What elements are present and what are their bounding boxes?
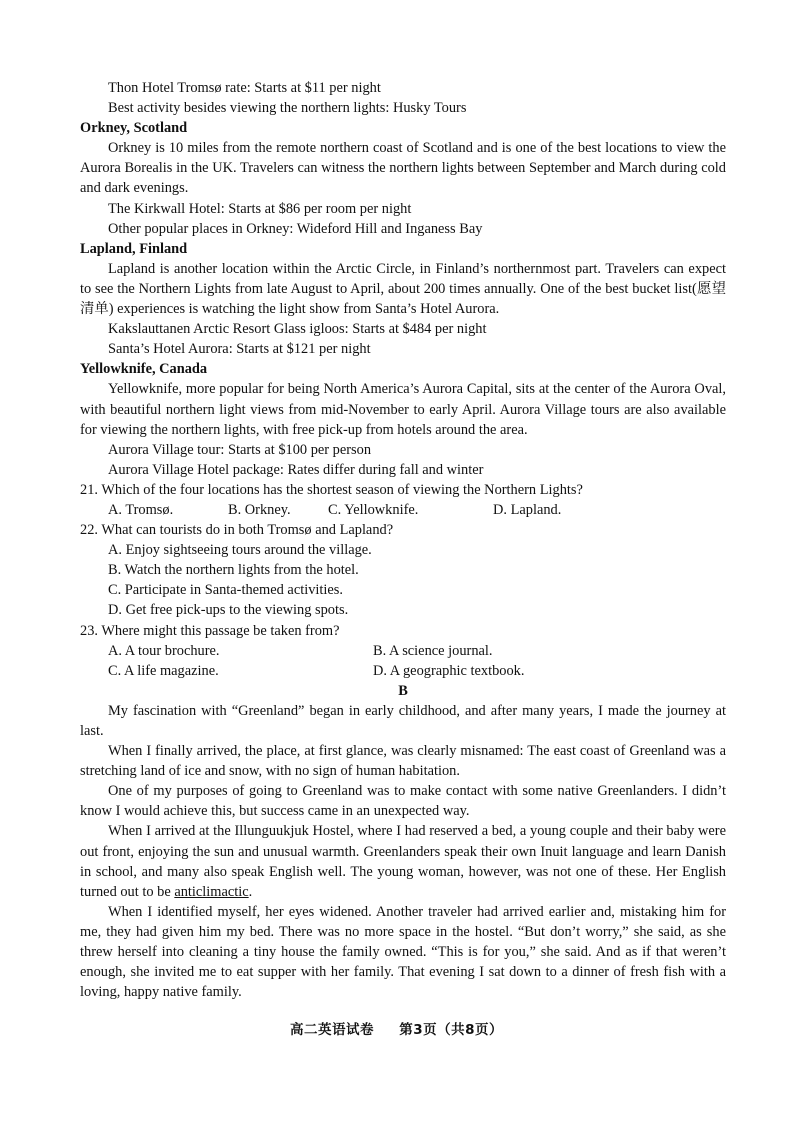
- section-b-paragraph-4-end: .: [248, 883, 253, 900]
- page-number: 第3页（共8页）: [399, 1022, 503, 1038]
- question-21-options: [80, 500, 726, 520]
- lapland-igloos-rate: Kakslauttanen Arctic Resort Glass igloos: Starts at $484 per night: [108, 321, 487, 338]
- section-b-paragraph-1: My fascination with “Greenland” began in early childhood, and after many years, I made the journey at last.: [80, 702, 726, 739]
- question-23-options-row-2: [80, 661, 726, 681]
- question-21-option-c[interactable]: C. Yellowknife.: [328, 501, 419, 518]
- section-b-paragraph-3: One of my purposes of going to Greenland was to make contact with some native Greenlanders. I didn’t know I would achieve this, but success came in an unexpected way.: [80, 783, 726, 820]
- question-22-stem: 22. What can tourists do in both Tromsø and Lapland?: [80, 522, 394, 539]
- section-b-paragraph-5: When I identified myself, her eyes widened. Another traveler had arrived earlier and, mistaking him for me, they had given him my bed. There was no more space in the hostel. “But don’t worry,” she said, as she threw herself into cleaning a tiny house the family owned. “This is for you,” she said. And as if that weren’t enough, she invited me to eat supper with her family. That evening I sat down to a dinner of fresh fish with a loving, happy native family.: [80, 903, 726, 1001]
- orkney-paragraph: Orkney is 10 miles from the remote northern coast of Scotland and is one of the best locations to view the Aurora Borealis in the UK. Travelers can witness the northern lights between September and March during cold and dark evenings.: [80, 140, 726, 197]
- section-b-paragraph-4: [80, 821, 726, 901]
- question-21-option-b[interactable]: B. Orkney.: [228, 501, 291, 518]
- exam-page: [80, 78, 726, 1002]
- question-23-option-c[interactable]: C. A life magazine.: [108, 662, 219, 679]
- question-22-option-d[interactable]: D. Get free pick-ups to the viewing spots.: [108, 602, 349, 619]
- section-b-label: B: [398, 682, 408, 699]
- question-23-stem: 23. Where might this passage be taken from?: [80, 622, 340, 639]
- section-b-paragraph-4-text: When I arrived at the Illunguukjuk Hostel, where I had reserved a bed, a young couple and their baby were out front, enjoying the sun and unusual warmth. Greenlanders speak their own Inuit language and learn Danish in school, and many also speak English well. The young woman, however, was not one of these. Her English turned out to be: [80, 823, 726, 900]
- orkney-hotel-rate: The Kirkwall Hotel: Starts at $86 per room per night: [108, 200, 412, 217]
- question-23-option-a[interactable]: A. A tour brochure.: [108, 642, 220, 659]
- question-23-options-row-1: [80, 641, 726, 661]
- yellowknife-tour-rate: Aurora Village tour: Starts at $100 per person: [108, 441, 372, 458]
- lapland-paragraph: Lapland is another location within the Arctic Circle, in Finland’s northernmost part. Travelers can expect to see the Northern Lights from late August to April, about 200 times annually. One of the best bucket list(愿望清单) experiences is watching the light show from Santa’s Hotel Aurora.: [80, 260, 726, 318]
- lapland-heading: Lapland, Finland: [80, 240, 188, 257]
- lapland-santa-hotel-rate: Santa’s Hotel Aurora: Starts at $121 per night: [108, 341, 371, 358]
- question-22-option-b[interactable]: B. Watch the northern lights from the hotel.: [108, 562, 359, 579]
- orkney-popular-places: Other popular places in Orkney: Wideford Hill and Inganess Bay: [108, 220, 483, 237]
- question-22-option-c[interactable]: C. Participate in Santa-themed activities.: [108, 582, 343, 599]
- tromso-hotel-rate: Thon Hotel Tromsø rate: Starts at $11 per night: [108, 80, 381, 96]
- underlined-word: anticlimactic: [174, 883, 249, 900]
- orkney-heading: Orkney, Scotland: [80, 120, 188, 137]
- page-footer: [0, 1018, 793, 1038]
- question-23-option-d[interactable]: D. A geographic textbook.: [373, 662, 525, 679]
- yellowknife-package: Aurora Village Hotel package: Rates differ during fall and winter: [108, 461, 484, 478]
- question-21-option-d[interactable]: D. Lapland.: [493, 501, 562, 518]
- tromso-best-activity: Best activity besides viewing the northern lights: Husky Tours: [108, 100, 467, 117]
- question-21-option-a[interactable]: A. Tromsø.: [108, 501, 174, 518]
- yellowknife-heading: Yellowknife, Canada: [80, 361, 208, 378]
- exam-title: 高二英语试卷: [290, 1022, 374, 1038]
- question-21-stem: 21. Which of the four locations has the shortest season of viewing the Northern Lights?: [80, 481, 583, 498]
- yellowknife-paragraph: Yellowknife, more popular for being North America’s Aurora Capital, sits at the center of the Aurora Oval, with beautiful northern light views from mid-November to early April. Aurora Village tours are also available for viewing the northern lights, with free pick-up from hotels around the area.: [80, 381, 726, 438]
- question-23-option-b[interactable]: B. A science journal.: [373, 642, 493, 659]
- section-b-paragraph-2: When I finally arrived, the place, at first glance, was clearly misnamed: The east coast of Greenland was a stretching land of ice and snow, with no sign of human habitation.: [80, 743, 726, 780]
- question-22-option-a[interactable]: A. Enjoy sightseeing tours around the village.: [108, 542, 372, 559]
